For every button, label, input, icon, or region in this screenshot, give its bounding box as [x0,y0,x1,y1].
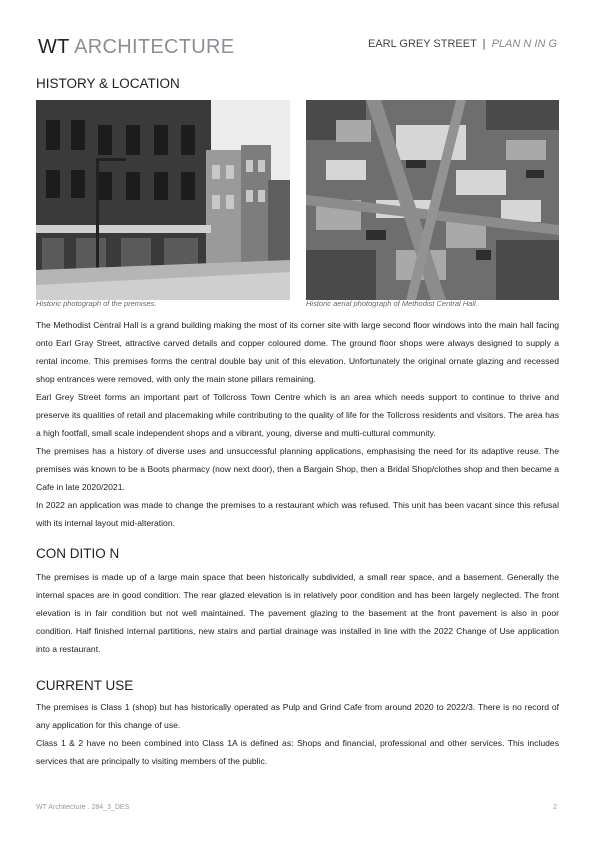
current-use-text [36,698,559,770]
history-text [36,316,559,532]
current-use-heading: CURRENT USE [36,678,134,693]
current-use-paragraph: Class 1 & 2 have no been combined into Class 1A is defined as: Shops and financial, professional and other services. This includes services that are principally to visiting members of the public. [36,738,559,766]
historic-aerial-photo [306,100,559,300]
current-use-paragraph: The premises is Class 1 (shop) but has historically operated as Pulp and Grind Cafe from around 2020 to 2022/3. There is no record of any application for this change of use. [36,702,559,730]
page-number: 2 [553,804,557,811]
condition-paragraph: The premises is made up of a large main space that been historically subdivided, a small rear space, and a basement. Generally the internal spaces are in good condition. The rear glazed elevation is in relatively poor condition and has been largely neglected. The front elevation is in fair condition but not well maintained. The pavement glazing to the basement at the front pavement is also in poor condition. Half finished internal partitions, new stairs and partial drainage was installed in line with the 2022 Change of Use application into a restaurant. [36,572,559,654]
history-paragraph: Earl Grey Street forms an important part of Tollcross Town Centre which is an area which needs support to continue to thrive and preserve its qualities of retail and placemaking while contributing to the quality of life for the Tollcross residents and visitors. The area has a high footfall, small scale independent shops and a vibrant, young, diverse and multi-cultural community. [36,392,559,438]
history-paragraph: In 2022 an application was made to change the premises to a restaurant which was refused. This unit has been vacant since this refusal with its internal layout mid-alteration. [36,500,559,528]
company-logo [38,36,234,59]
project-name: EARL GREY STREET [368,38,477,50]
history-paragraph: The premises has a history of diverse uses and unsuccessful planning applications, emphasising the need for its adaptive reuse. The premises was known to be a Boots pharmacy (now next door), then a Bargain Shop, then a Bridal Shop/clothes shop and then became a Cafe in late 2020/2021. [36,446,559,492]
street-photo-graphic [36,100,290,300]
document-header [368,38,557,50]
history-heading: HISTORY & LOCATION [36,76,180,91]
history-paragraph: The Methodist Central Hall is a grand building making the most of its corner site with large second floor windows into the main hall facing onto Earl Gray Street, attractive carved details and copper coloured dome. The ground floor shops were always designed to supply a rental income. This premises forms the central double bay unit of this elevation. Unfortunately the original ornate glazing and recessed shop entrances were removed, with only the main stone pillars remaining. [36,320,559,384]
logo-wt-text: WT [38,36,70,58]
header-separator: | [482,38,486,50]
logo-architecture-text: ARCHITECTURE [74,36,235,58]
footer-reference: WT Architecture . 284_3_DES [36,804,130,811]
condition-heading: CON DITIO N [36,546,120,561]
historic-street-photo [36,100,290,300]
condition-text [36,568,559,658]
section-name: PLAN N IN G [491,38,557,50]
street-photo-caption: Historic photograph of the premises. [36,299,157,308]
aerial-photo-graphic [306,100,559,300]
aerial-photo-caption: Historic aerial photograph of Methodist Central Hall. [306,299,478,308]
